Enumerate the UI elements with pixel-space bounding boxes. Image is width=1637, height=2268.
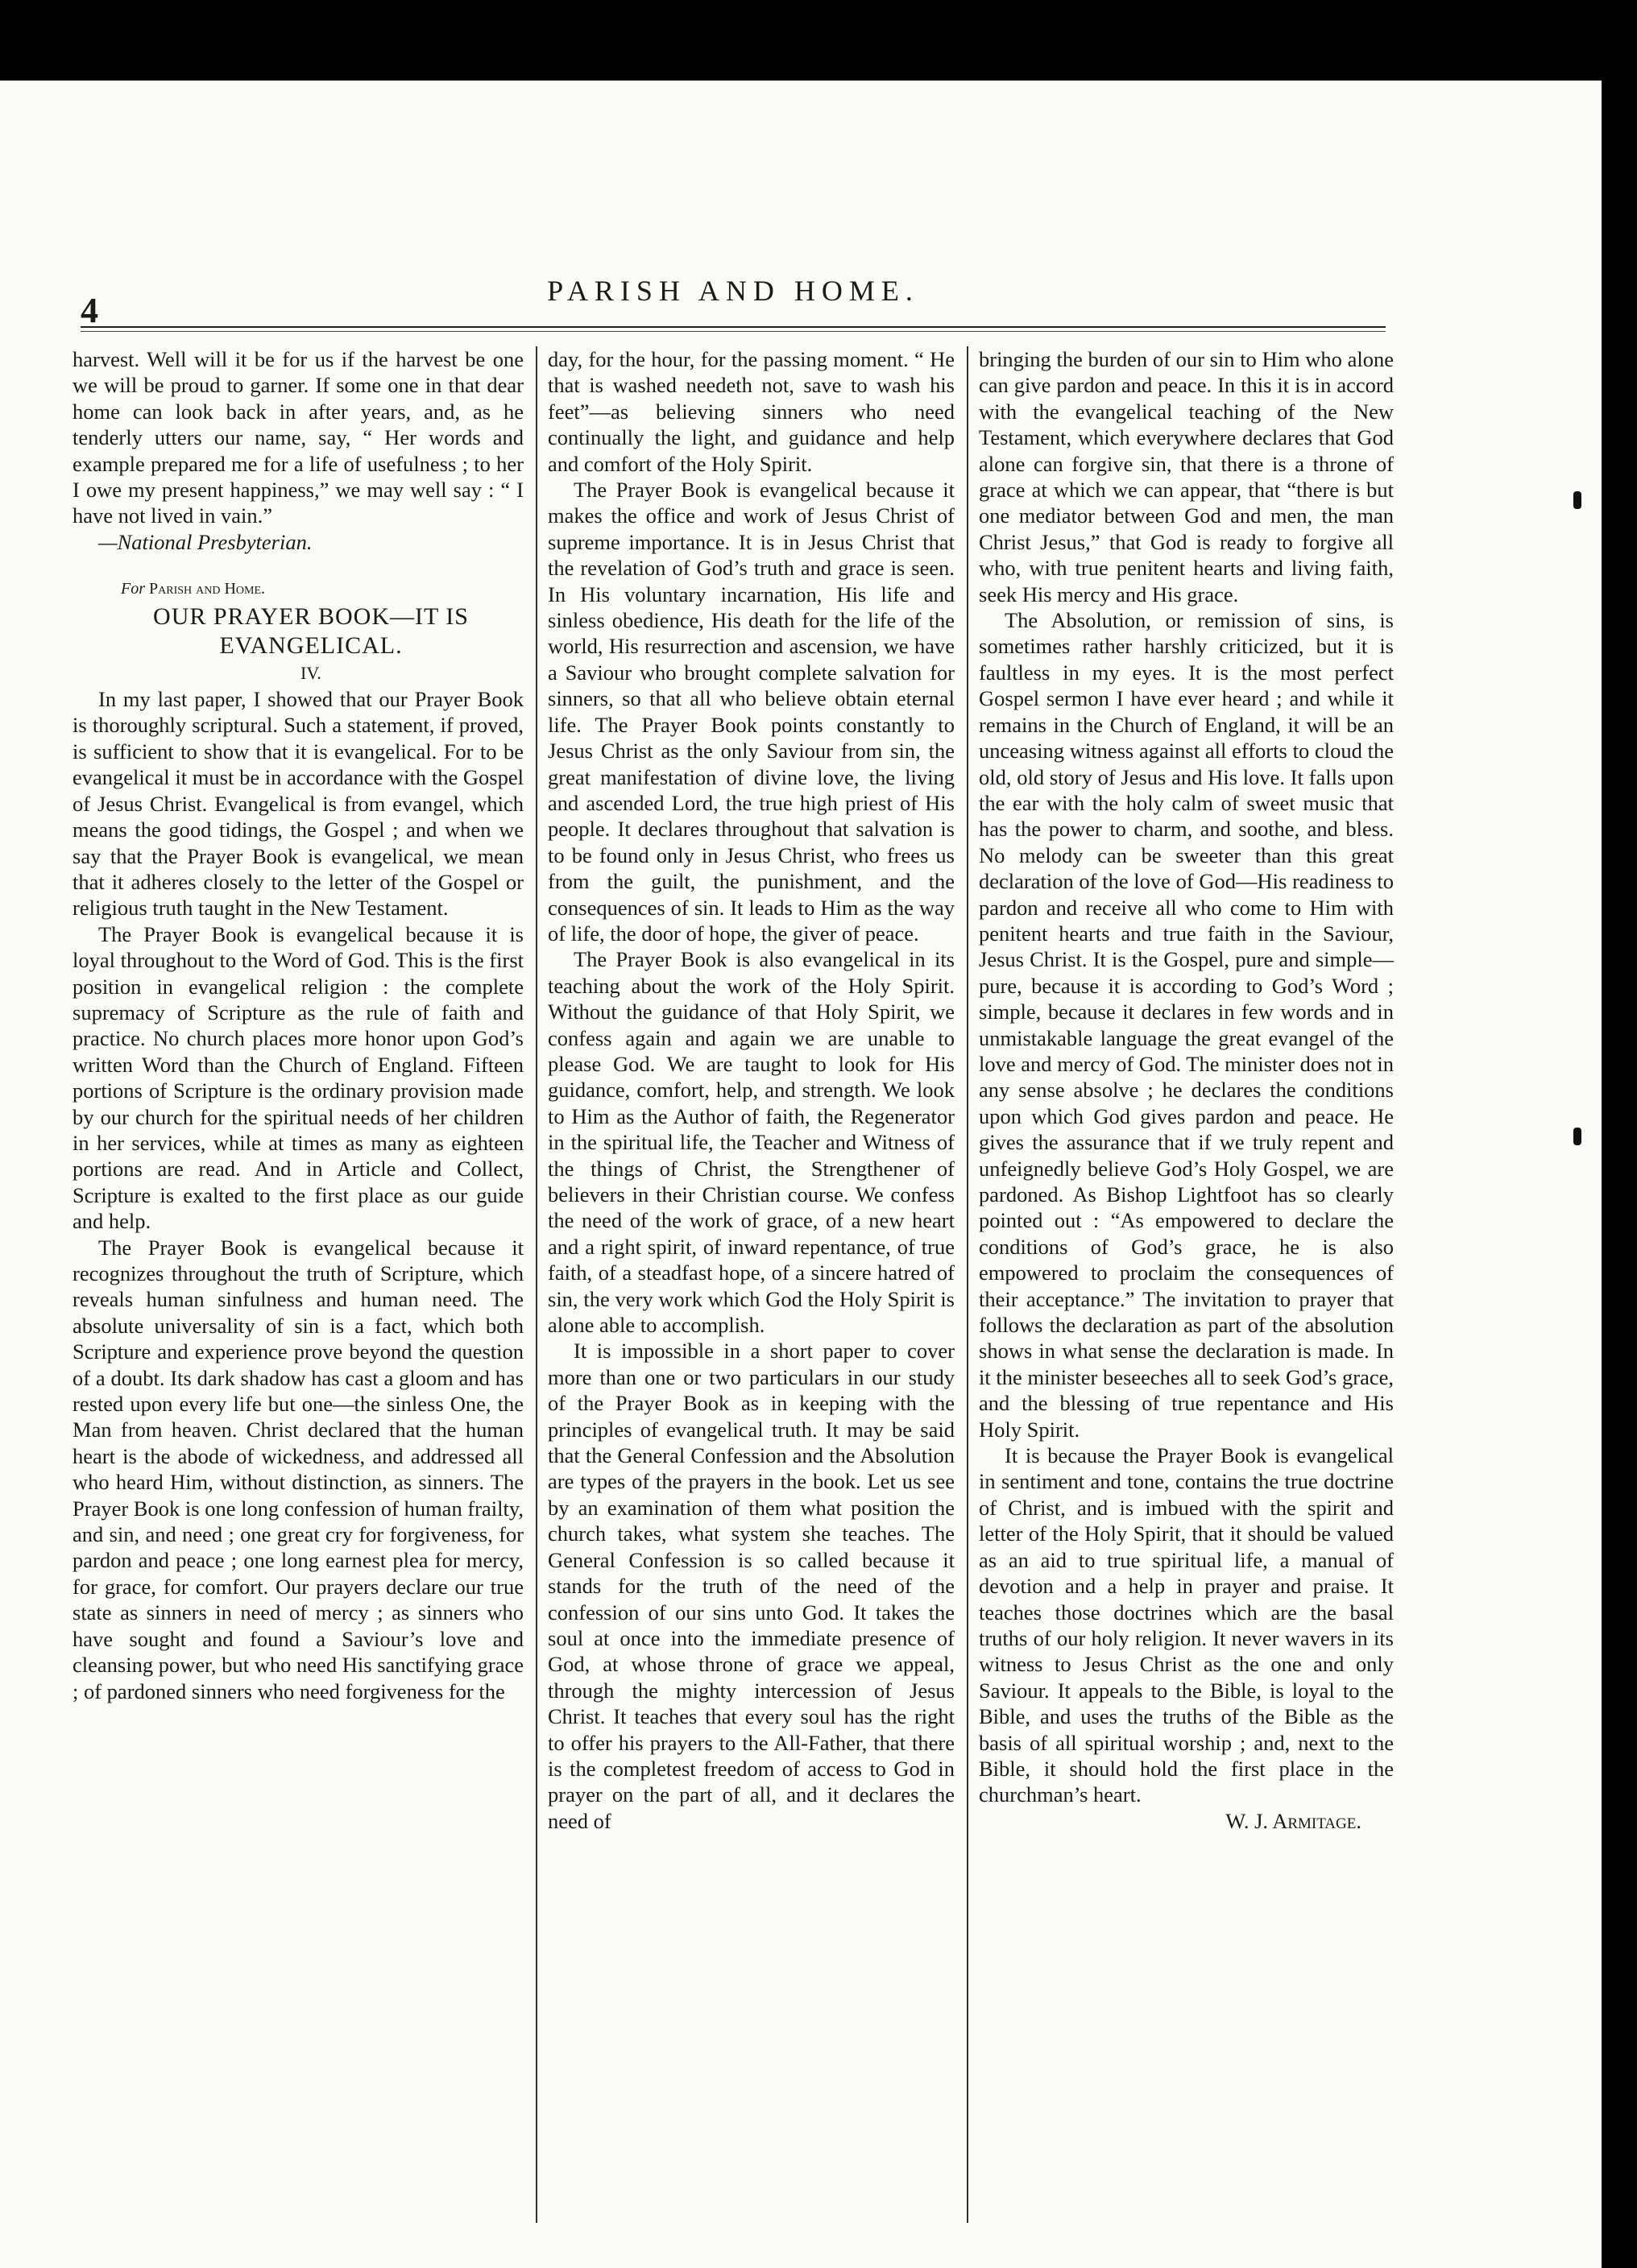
newspaper-page [0, 81, 1602, 2268]
paragraph: It is impossible in a short paper to cover more than one or two particulars in our study of the Prayer Book as in keeping with the principles of evangelical truth. It may be said that the General Confession and the Absolution are types of the prayers in the book. Let us see by an examination of them what position the church takes, what system she teaches. The General Confession is so called because it stands for the truth of the need of the confession of our sins unto God. It takes the soul at once into the immediate presence of God, at whose throne of grace we appeal, through the mighty intercession of Jesus Christ. It teaches that every soul has the right to offer his prayers to the All-Father, that there is the completest freedom of access to God in prayer on the part of all, and it declares the need of [548, 1339, 955, 1833]
signature: W. J. Armitage. [1225, 1808, 1361, 1833]
article-title-line-2: EVANGELICAL. [219, 631, 403, 659]
running-title: PARISH AND HOME. [547, 275, 919, 307]
column-divider [967, 346, 968, 2223]
article-title-line-1: OUR PRAYER BOOK—IT IS [153, 602, 469, 630]
attribution: —National Presbyterian. [98, 529, 313, 554]
part-number: IV. [300, 662, 321, 683]
paragraph: The Prayer Book is evangelical because it makes the office and work of Jesus Christ of supreme importance. It is in Jesus Christ that the revelation of God’s truth and grace is seen. In His voluntary incarnation, His life and sinless obedience, His death for the life of the world, His resurrection and ascension, we have a Saviour who brought complete salvation for sinners, so that all who believe obtain eternal life. The Prayer Book points constantly to Jesus Christ as the only Saviour from sin, the great manifestation of divine love, the living and ascended Lord, the true high priest of His people. It declares throughout that salvation is to be found only in Jesus Christ, who frees us from the guilt, the punishment, and the consequences of sin. It leads to Him as the way of life, the door of hope, the giver of peace. [548, 478, 955, 946]
binding-mark [1573, 1128, 1581, 1145]
paragraph: The Prayer Book is also evangelical in its teaching about the work of the Holy Spirit. Without the guidance of that Holy Spirit, we confess again and again we are unable to please God. We are taught to look for His guidance, comfort, help, and strength. We look to Him as the Author of faith, the Regenerator in the spiritual life, the Teacher and Witness of the things of Christ, the Strengthener of believers in their Christian course. We confess the need of the work of grace, of a new heart and a right spirit, of inward repentance, of true faith, of a steadfast hope, of a sincere hatred of sin, the very work which God the Holy Spirit is alone able to accomplish. [548, 947, 955, 1338]
binding-mark [1573, 491, 1581, 509]
header-rule [81, 326, 1386, 328]
paragraph: harvest. Well will it be for us if the harvest be one we will be proud to garner. If some one in that dear home can look back in after years, and, as he tenderly utters our name, say, “ Her words and example prepared me for a life of usefulness ; to her I owe my present happiness,” we may well say : “ I have not lived in vain.” [73, 347, 524, 528]
column-divider [536, 346, 537, 2223]
column-3 [979, 346, 1394, 2231]
paragraph: In my last paper, I showed that our Prayer Book is thoroughly scriptural. Such a statement, if proved, is sufficient to show that it is evangelical. For to be evangelical it must be in accordance with the Gospel of Jesus Christ. Evangelical is from evangel, which means the good tidings, the Gospel ; and when we say that the Prayer Book is evangelical, we mean that it adheres closely to the letter of the Gospel or religious truth taught in the New Testament. [73, 687, 524, 921]
column-1 [73, 346, 524, 2231]
kicker-prefix: For [121, 580, 145, 598]
page-header [81, 274, 1386, 330]
paragraph: The Absolution, or remission of sins, is sometimes rather harshly criticized, but it is faultless in my eyes. It is the most perfect Gospel sermon I have ever heard ; and while it remains in the Church of England, it will be an unceasing witness against all efforts to cloud the old, old story of Jesus and His love. It falls upon the ear with the holy calm of sweet music that has the power to charm, and soothe, and bless. No melody can be sweeter than this great declaration of the love of God—His readiness to pardon and receive all who come to Him with penitent hearts and true faith in the Saviour, Jesus Christ. It is the Gospel, pure and simple—pure, because it is according to God’s Word ; simple, because it declares in few words and in unmistakable language the great evangel of the love and mercy of God. The minister does not in any sense absolve ; he declares the conditions upon which God gives pardon and peace. He gives the assurance that if we truly repent and unfeignedly believe God’s Holy Gospel, we are pardoned. As Bishop Lightfoot has so clearly pointed out : “As empowered to declare the conditions of God’s grace, he is also empowered to proclaim the consequences of their acceptance.” The invitation to prayer that follows the declaration as part of the absolution shows in what sense the declaration is made. In it the minister beseeches all to seek God’s grace, and the blessing of true repentance and His Holy Spirit. [979, 608, 1394, 1442]
column-2 [548, 346, 955, 2231]
paragraph: day, for the hour, for the passing moment. “ He that is washed needeth not, save to wash his feet”—as believing sinners who need continually the light, and guidance and help and comfort of the Holy Spirit. [548, 347, 955, 476]
paragraph: The Prayer Book is evangelical because it recognizes throughout the truth of Scripture, which reveals human sinfulness and human need. The absolute universality of sin is a fact, which both Scripture and experience prove beyond the question of a doubt. Its dark shadow has cast a gloom and has rested upon every life but one—the sinless One, the Man from heaven. Christ declared that the human heart is the abode of wickedness, and addressed all who heard Him, without distinction, as sinners. The Prayer Book is one long confession of human frailty, and sin, and need ; one great cry for forgiveness, for pardon and peace ; one long earnest plea for mercy, for grace, for comfort. Our prayers declare our true state as sinners in need of mercy ; as sinners who have sought and found a Saviour’s love and cleansing power, but who need His sanctifying grace ; of pardoned sinners who need forgiveness for the [73, 1235, 524, 1703]
paragraph: bringing the burden of our sin to Him who alone can give pardon and peace. In this it is in accord with the evangelical teaching of the New Testament, which everywhere declares that God alone can forgive sin, that there is a throne of grace at which we can appear, that “there is but one mediator between God and men, the man Christ Jesus,” that God is ready to forgive all who, with true penitent hearts and living faith, seek His mercy and His grace. [979, 347, 1394, 606]
paragraph: The Prayer Book is evangelical because it is loyal throughout to the Word of God. This is the first position in evangelical religion : the complete supremacy of Scripture as the rule of faith and practice. No church places more honor upon God’s written Word than the Church of England. Fifteen portions of Scripture is the ordinary provision made by our church for the spiritual needs of her children in her services, while at times as many as eighteen portions are read. And in Article and Collect, Scripture is exalted to the first place as our guide and help. [73, 921, 524, 1234]
kicker-source: Parish and Home. [149, 580, 266, 598]
kicker [121, 576, 524, 602]
header-rule-thin [81, 331, 1386, 332]
paragraph: It is because the Prayer Book is evangelical in sentiment and tone, contains the true doctrine of Christ, and is imbued with the spirit and letter of the Holy Spirit, that it should be valued as an aid to true spiritual life, a manual of devotion and a help in prayer and praise. It teaches those doctrines which are the basal truths of our holy religion. It never wavers in its witness to Jesus Christ as the one and only Saviour. It appeals to the Bible, is loyal to the Bible, and uses the truths of the Bible as the basis of all spiritual worship ; and, next to the Bible, it should hold the first place in the churchman’s heart. [979, 1443, 1394, 1807]
page-number: 4 [81, 291, 98, 330]
